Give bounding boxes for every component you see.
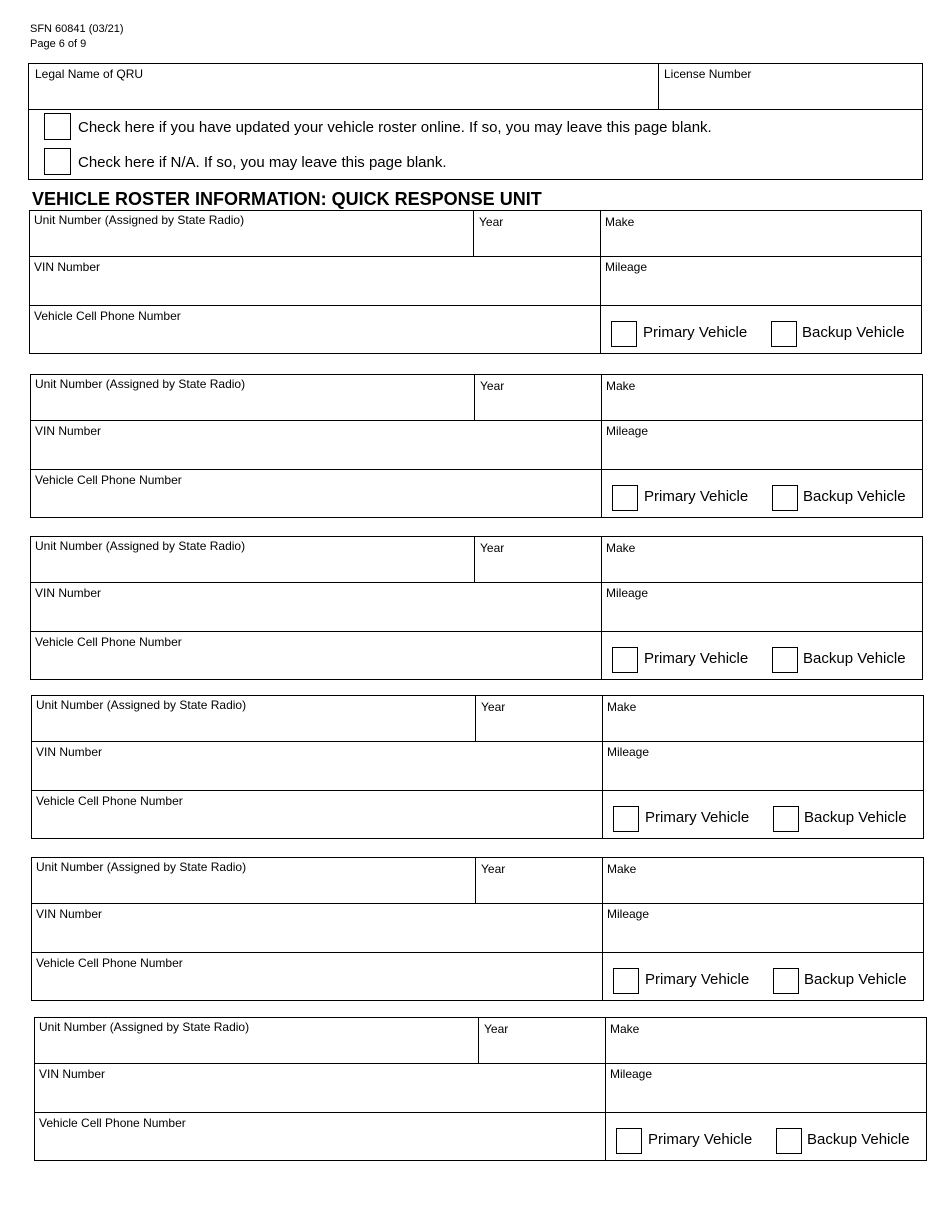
primary-vehicle-label: Primary Vehicle	[644, 488, 749, 505]
unit-number-label: Unit Number (Assigned by State Radio)	[34, 213, 245, 227]
mileage-field[interactable]	[603, 904, 923, 952]
cell-phone-label: Vehicle Cell Phone Number	[36, 956, 183, 970]
year-label: Year	[480, 541, 505, 555]
unit-number-label: Unit Number (Assigned by State Radio)	[35, 377, 246, 391]
year-field[interactable]	[476, 858, 602, 903]
vin-number-label: VIN Number	[35, 586, 102, 600]
cell-phone-field[interactable]	[30, 306, 600, 353]
mileage-field[interactable]	[602, 421, 922, 469]
backup-vehicle-checkbox[interactable]	[773, 806, 799, 832]
vin-number-field[interactable]	[30, 257, 600, 305]
backup-vehicle-label: Backup Vehicle	[803, 488, 906, 505]
unit-number-field[interactable]	[35, 1018, 478, 1063]
make-label: Make	[607, 862, 637, 876]
vin-number-label: VIN Number	[34, 260, 101, 274]
vin-number-field[interactable]	[32, 904, 602, 952]
cell-phone-field[interactable]	[32, 791, 602, 838]
primary-vehicle-checkbox[interactable]	[613, 968, 639, 994]
year-label: Year	[484, 1022, 509, 1036]
na-checkbox[interactable]	[44, 148, 71, 175]
cell-phone-field[interactable]	[31, 632, 601, 679]
unit-number-label: Unit Number (Assigned by State Radio)	[39, 1020, 250, 1034]
mileage-field[interactable]	[606, 1064, 926, 1112]
backup-vehicle-checkbox[interactable]	[773, 968, 799, 994]
make-label: Make	[606, 379, 636, 393]
primary-vehicle-label: Primary Vehicle	[645, 971, 750, 988]
unit-number-label: Unit Number (Assigned by State Radio)	[36, 698, 247, 712]
backup-vehicle-label: Backup Vehicle	[802, 324, 905, 341]
mileage-field[interactable]	[602, 583, 922, 631]
vin-number-field[interactable]	[35, 1064, 605, 1112]
qru-info-box	[28, 63, 923, 180]
cell-phone-label: Vehicle Cell Phone Number	[35, 473, 182, 487]
form-number: SFN 60841 (03/21)	[30, 23, 124, 35]
section-title: VEHICLE ROSTER INFORMATION: QUICK RESPONSE UNIT	[32, 189, 542, 209]
vin-number-field[interactable]	[31, 421, 601, 469]
vin-number-label: VIN Number	[39, 1067, 106, 1081]
updated-online-label: Check here if you have updated your vehicle roster online. If so, you may leave this page blank.	[78, 119, 712, 136]
unit-number-label: Unit Number (Assigned by State Radio)	[36, 860, 247, 874]
primary-vehicle-label: Primary Vehicle	[643, 324, 748, 341]
primary-vehicle-checkbox[interactable]	[612, 485, 638, 511]
make-field[interactable]	[602, 537, 922, 582]
cell-phone-label: Vehicle Cell Phone Number	[34, 309, 181, 323]
year-field[interactable]	[475, 375, 601, 420]
year-field[interactable]	[479, 1018, 605, 1063]
make-field[interactable]	[601, 211, 921, 256]
primary-vehicle-checkbox[interactable]	[616, 1128, 642, 1154]
make-label: Make	[605, 215, 635, 229]
license-number-label: License Number	[664, 67, 752, 81]
page-number: Page 6 of 9	[30, 38, 87, 50]
mileage-field[interactable]	[603, 742, 923, 790]
license-number-field[interactable]	[659, 64, 922, 109]
primary-vehicle-checkbox[interactable]	[611, 321, 637, 347]
make-label: Make	[607, 700, 637, 714]
year-label: Year	[481, 862, 506, 876]
vehicle-block-3	[30, 536, 923, 680]
year-label: Year	[481, 700, 506, 714]
make-field[interactable]	[603, 696, 923, 741]
year-label: Year	[480, 379, 505, 393]
vehicle-block-2	[30, 374, 923, 518]
mileage-label: Mileage	[610, 1067, 653, 1081]
year-label: Year	[479, 215, 504, 229]
legal-name-label: Legal Name of QRU	[35, 67, 144, 81]
primary-vehicle-label: Primary Vehicle	[648, 1131, 753, 1148]
mileage-field[interactable]	[601, 257, 921, 305]
backup-vehicle-checkbox[interactable]	[772, 485, 798, 511]
cell-phone-field[interactable]	[31, 470, 601, 517]
make-label: Make	[610, 1022, 640, 1036]
primary-vehicle-label: Primary Vehicle	[645, 809, 750, 826]
backup-vehicle-checkbox[interactable]	[776, 1128, 802, 1154]
unit-number-field[interactable]	[30, 211, 473, 256]
year-field[interactable]	[475, 537, 601, 582]
primary-vehicle-checkbox[interactable]	[612, 647, 638, 673]
primary-vehicle-checkbox[interactable]	[613, 806, 639, 832]
backup-vehicle-label: Backup Vehicle	[804, 971, 907, 988]
make-field[interactable]	[606, 1018, 926, 1063]
legal-name-field[interactable]	[29, 64, 658, 109]
updated-online-checkbox[interactable]	[44, 113, 71, 140]
cell-phone-field[interactable]	[32, 953, 602, 1000]
primary-vehicle-label: Primary Vehicle	[644, 650, 749, 667]
mileage-label: Mileage	[605, 260, 648, 274]
backup-vehicle-checkbox[interactable]	[772, 647, 798, 673]
vehicle-block-1	[29, 210, 922, 354]
cell-phone-label: Vehicle Cell Phone Number	[39, 1116, 186, 1130]
vin-number-label: VIN Number	[36, 907, 103, 921]
unit-number-field[interactable]	[32, 858, 475, 903]
unit-number-field[interactable]	[31, 537, 474, 582]
backup-vehicle-label: Backup Vehicle	[803, 650, 906, 667]
mileage-label: Mileage	[607, 907, 650, 921]
cell-phone-label: Vehicle Cell Phone Number	[36, 794, 183, 808]
mileage-label: Mileage	[607, 745, 650, 759]
na-label: Check here if N/A. If so, you may leave this page blank.	[78, 154, 447, 171]
backup-vehicle-label: Backup Vehicle	[804, 809, 907, 826]
vin-number-label: VIN Number	[36, 745, 103, 759]
make-label: Make	[606, 541, 636, 555]
year-field[interactable]	[476, 696, 602, 741]
vin-number-field[interactable]	[31, 583, 601, 631]
make-field[interactable]	[602, 375, 922, 420]
vehicle-block-6	[34, 1017, 927, 1161]
cell-phone-field[interactable]	[35, 1113, 605, 1160]
mileage-label: Mileage	[606, 586, 649, 600]
vehicle-block-5	[31, 857, 924, 1001]
unit-number-field[interactable]	[32, 696, 475, 741]
backup-vehicle-label: Backup Vehicle	[807, 1131, 910, 1148]
vin-number-label: VIN Number	[35, 424, 102, 438]
mileage-label: Mileage	[606, 424, 649, 438]
vehicle-block-4	[31, 695, 924, 839]
unit-number-field[interactable]	[31, 375, 474, 420]
unit-number-label: Unit Number (Assigned by State Radio)	[35, 539, 246, 553]
make-field[interactable]	[603, 858, 923, 903]
year-field[interactable]	[474, 211, 600, 256]
backup-vehicle-checkbox[interactable]	[771, 321, 797, 347]
vin-number-field[interactable]	[32, 742, 602, 790]
cell-phone-label: Vehicle Cell Phone Number	[35, 635, 182, 649]
